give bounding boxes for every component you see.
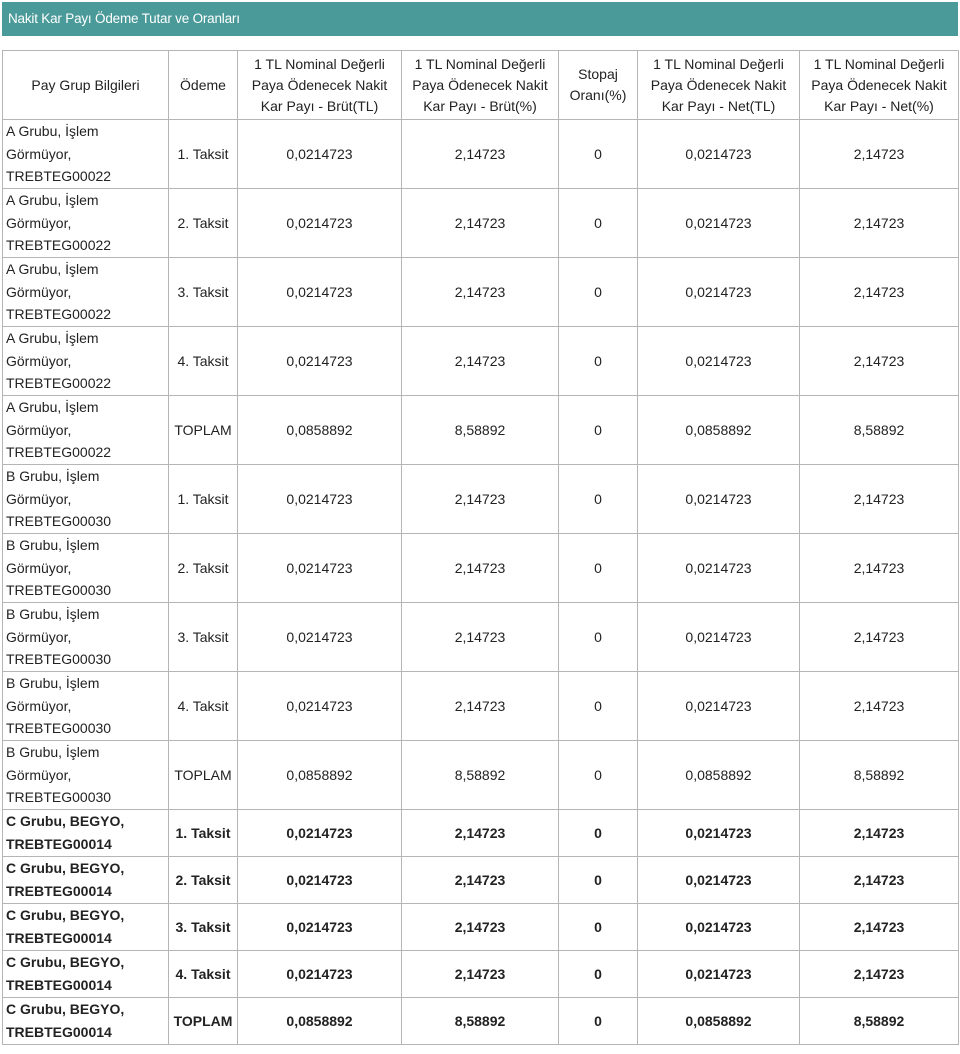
gross-pct-cell: 2,14723 xyxy=(402,327,559,396)
gross-tl-cell: 0,0214723 xyxy=(238,810,402,857)
table-row xyxy=(3,998,959,1045)
gross-pct-cell: 2,14723 xyxy=(402,857,559,904)
net-tl-cell: 0,0214723 xyxy=(638,904,800,951)
net-tl-cell: 0,0214723 xyxy=(638,534,800,603)
net-tl-cell: 0,0858892 xyxy=(638,741,800,810)
net-pct-cell: 2,14723 xyxy=(800,672,959,741)
net-pct-cell: 2,14723 xyxy=(800,327,959,396)
net-tl-cell: 0,0858892 xyxy=(638,998,800,1045)
group-cell: A Grubu, İşlem Görmüyor, TREBTEG00022 xyxy=(3,327,169,396)
column-header-group: Pay Grup Bilgileri xyxy=(3,51,169,120)
table-row xyxy=(3,603,959,672)
withholding-cell: 0 xyxy=(559,857,638,904)
net-pct-cell: 2,14723 xyxy=(800,904,959,951)
payment-cell: TOPLAM xyxy=(169,741,238,810)
gross-tl-cell: 0,0214723 xyxy=(238,189,402,258)
withholding-cell: 0 xyxy=(559,189,638,258)
gross-pct-cell: 2,14723 xyxy=(402,534,559,603)
gross-pct-cell: 2,14723 xyxy=(402,672,559,741)
gross-tl-cell: 0,0214723 xyxy=(238,672,402,741)
column-header-gross-pct: 1 TL Nominal Değerli Paya Ödenecek Nakit Kar Payı - Brüt(%) xyxy=(402,51,559,120)
panel-title: Nakit Kar Payı Ödeme Tutar ve Oranları xyxy=(2,2,958,36)
net-tl-cell: 0,0214723 xyxy=(638,951,800,998)
column-header-gross-tl: 1 TL Nominal Değerli Paya Ödenecek Nakit Kar Payı - Brüt(TL) xyxy=(238,51,402,120)
group-cell: B Grubu, İşlem Görmüyor, TREBTEG00030 xyxy=(3,741,169,810)
net-pct-cell: 2,14723 xyxy=(800,951,959,998)
table-row xyxy=(3,904,959,951)
gross-pct-cell: 2,14723 xyxy=(402,189,559,258)
gross-pct-cell: 2,14723 xyxy=(402,465,559,534)
withholding-cell: 0 xyxy=(559,534,638,603)
payment-cell: 2. Taksit xyxy=(169,534,238,603)
payment-cell: 1. Taksit xyxy=(169,810,238,857)
withholding-cell: 0 xyxy=(559,951,638,998)
table-row xyxy=(3,741,959,810)
group-cell: C Grubu, BEGYO, TREBTEG00014 xyxy=(3,810,169,857)
payment-cell: 1. Taksit xyxy=(169,465,238,534)
group-cell: C Grubu, BEGYO, TREBTEG00014 xyxy=(3,998,169,1045)
payment-cell: 2. Taksit xyxy=(169,857,238,904)
gross-tl-cell: 0,0858892 xyxy=(238,396,402,465)
group-cell: A Grubu, İşlem Görmüyor, TREBTEG00022 xyxy=(3,120,169,189)
gross-tl-cell: 0,0214723 xyxy=(238,120,402,189)
group-cell: B Grubu, İşlem Görmüyor, TREBTEG00030 xyxy=(3,672,169,741)
payment-cell: TOPLAM xyxy=(169,396,238,465)
net-tl-cell: 0,0214723 xyxy=(638,857,800,904)
table-row xyxy=(3,258,959,327)
withholding-cell: 0 xyxy=(559,396,638,465)
gross-tl-cell: 0,0214723 xyxy=(238,904,402,951)
table-row xyxy=(3,327,959,396)
withholding-cell: 0 xyxy=(559,741,638,810)
withholding-cell: 0 xyxy=(559,904,638,951)
gross-pct-cell: 2,14723 xyxy=(402,904,559,951)
net-tl-cell: 0,0214723 xyxy=(638,258,800,327)
group-cell: B Grubu, İşlem Görmüyor, TREBTEG00030 xyxy=(3,534,169,603)
dividend-table xyxy=(2,50,959,1045)
table-row xyxy=(3,810,959,857)
gross-tl-cell: 0,0214723 xyxy=(238,857,402,904)
payment-cell: 3. Taksit xyxy=(169,603,238,672)
net-pct-cell: 2,14723 xyxy=(800,603,959,672)
gross-pct-cell: 2,14723 xyxy=(402,120,559,189)
column-header-withholding: Stopaj Oranı(%) xyxy=(559,51,638,120)
table-row xyxy=(3,120,959,189)
table-row xyxy=(3,857,959,904)
column-header-net-tl: 1 TL Nominal Değerli Paya Ödenecek Nakit Kar Payı - Net(TL) xyxy=(638,51,800,120)
net-tl-cell: 0,0214723 xyxy=(638,189,800,258)
withholding-cell: 0 xyxy=(559,258,638,327)
gross-pct-cell: 2,14723 xyxy=(402,603,559,672)
net-tl-cell: 0,0214723 xyxy=(638,120,800,189)
net-tl-cell: 0,0214723 xyxy=(638,603,800,672)
column-header-net-pct: 1 TL Nominal Değerli Paya Ödenecek Nakit Kar Payı - Net(%) xyxy=(800,51,959,120)
table-row xyxy=(3,951,959,998)
net-pct-cell: 2,14723 xyxy=(800,810,959,857)
gross-pct-cell: 8,58892 xyxy=(402,998,559,1045)
payment-cell: 2. Taksit xyxy=(169,189,238,258)
withholding-cell: 0 xyxy=(559,810,638,857)
net-tl-cell: 0,0214723 xyxy=(638,327,800,396)
gross-tl-cell: 0,0214723 xyxy=(238,327,402,396)
group-cell: A Grubu, İşlem Görmüyor, TREBTEG00022 xyxy=(3,189,169,258)
withholding-cell: 0 xyxy=(559,603,638,672)
withholding-cell: 0 xyxy=(559,672,638,741)
gross-tl-cell: 0,0214723 xyxy=(238,603,402,672)
net-pct-cell: 2,14723 xyxy=(800,189,959,258)
gross-tl-cell: 0,0214723 xyxy=(238,258,402,327)
payment-cell: 3. Taksit xyxy=(169,258,238,327)
table-header-row xyxy=(3,51,959,120)
column-header-payment: Ödeme xyxy=(169,51,238,120)
net-pct-cell: 2,14723 xyxy=(800,465,959,534)
withholding-cell: 0 xyxy=(559,465,638,534)
gross-pct-cell: 2,14723 xyxy=(402,810,559,857)
group-cell: A Grubu, İşlem Görmüyor, TREBTEG00022 xyxy=(3,396,169,465)
withholding-cell: 0 xyxy=(559,998,638,1045)
payment-cell: 3. Taksit xyxy=(169,904,238,951)
dividend-table-container xyxy=(2,50,958,1045)
gross-tl-cell: 0,0858892 xyxy=(238,998,402,1045)
gross-pct-cell: 8,58892 xyxy=(402,741,559,810)
net-pct-cell: 2,14723 xyxy=(800,534,959,603)
gross-tl-cell: 0,0858892 xyxy=(238,741,402,810)
gross-tl-cell: 0,0214723 xyxy=(238,951,402,998)
net-pct-cell: 2,14723 xyxy=(800,857,959,904)
gross-pct-cell: 2,14723 xyxy=(402,951,559,998)
table-row xyxy=(3,465,959,534)
group-cell: C Grubu, BEGYO, TREBTEG00014 xyxy=(3,904,169,951)
table-row xyxy=(3,672,959,741)
payment-cell: 4. Taksit xyxy=(169,951,238,998)
group-cell: C Grubu, BEGYO, TREBTEG00014 xyxy=(3,857,169,904)
gross-tl-cell: 0,0214723 xyxy=(238,534,402,603)
payment-cell: 4. Taksit xyxy=(169,672,238,741)
net-tl-cell: 0,0214723 xyxy=(638,465,800,534)
net-pct-cell: 8,58892 xyxy=(800,396,959,465)
group-cell: A Grubu, İşlem Görmüyor, TREBTEG00022 xyxy=(3,258,169,327)
group-cell: B Grubu, İşlem Görmüyor, TREBTEG00030 xyxy=(3,465,169,534)
payment-cell: 4. Taksit xyxy=(169,327,238,396)
withholding-cell: 0 xyxy=(559,327,638,396)
group-cell: C Grubu, BEGYO, TREBTEG00014 xyxy=(3,951,169,998)
payment-cell: TOPLAM xyxy=(169,998,238,1045)
table-row xyxy=(3,189,959,258)
group-cell: B Grubu, İşlem Görmüyor, TREBTEG00030 xyxy=(3,603,169,672)
net-tl-cell: 0,0214723 xyxy=(638,672,800,741)
table-body xyxy=(3,120,959,1045)
gross-tl-cell: 0,0214723 xyxy=(238,465,402,534)
gross-pct-cell: 2,14723 xyxy=(402,258,559,327)
withholding-cell: 0 xyxy=(559,120,638,189)
net-tl-cell: 0,0214723 xyxy=(638,810,800,857)
table-row xyxy=(3,396,959,465)
gross-pct-cell: 8,58892 xyxy=(402,396,559,465)
payment-cell: 1. Taksit xyxy=(169,120,238,189)
table-row xyxy=(3,534,959,603)
net-pct-cell: 8,58892 xyxy=(800,741,959,810)
net-pct-cell: 8,58892 xyxy=(800,998,959,1045)
net-pct-cell: 2,14723 xyxy=(800,258,959,327)
net-tl-cell: 0,0858892 xyxy=(638,396,800,465)
net-pct-cell: 2,14723 xyxy=(800,120,959,189)
